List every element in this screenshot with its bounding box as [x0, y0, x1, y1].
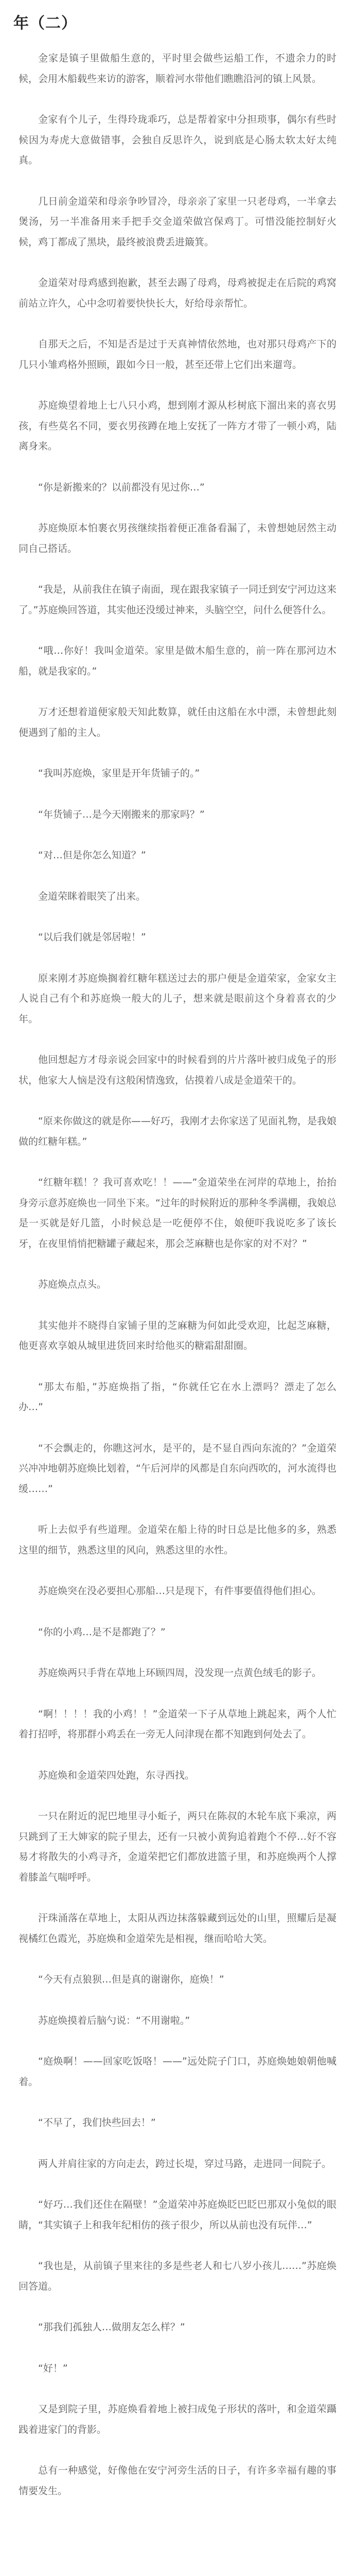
story-paragraph: 苏庭焕两只手背在草地上环顾四周，没发现一点黄色绒毛的影子。	[38, 1667, 322, 1679]
story-paragraph: “好！”	[38, 2362, 68, 2374]
story-paragraph: “年货铺子…是今天刚搬来的那家吗？”	[38, 808, 205, 820]
story-paragraph: 金家有个儿子，生得玲珑乖巧，总是帮着家中分担琐事，偶尔有些时候因为寿虎大意做错事，会独自反思许久，说到底是心肠太软太好太纯真。	[19, 114, 336, 166]
story-paragraph: “红糖年糕！？我可喜欢吃！！——”金道荣坐在河岸的草地上，抬抬身旁示意苏庭焕也一同坐下来。“过年的时候附近的那种冬季满棚，我娘总是一买就是好几篮，小时候总是一吃便停不住，娘便吓我说吃多了该长牙，在夜里悄悄把糖罐子藏起来，那会芝麻糖也是你家的对不对？”	[19, 1177, 336, 1249]
story-paragraph: “好巧…我们还住在隔壁！”金道荣冲苏庭焕眨巴眨巴那双小兔似的眼睛，“其实镇子上和我年纪相仿的孩子很少，所以从前也没有玩伴…”	[19, 2199, 336, 2231]
story-paragraph: 听上去似乎有些道理。金道荣在船上待的时日总是比他多的多，熟悉这里的细节，熟悉这里的风向，熟悉这里的水性。	[19, 1524, 336, 1556]
story-paragraph: 苏庭焕原本怕裹衣男孩继续指着便正准备看漏了，未曾想她居然主动同自己搭话。	[19, 522, 336, 554]
story-paragraph: “你的小鸡…是不是都跑了？”	[38, 1626, 166, 1638]
story-paragraph: 苏庭焕望着地上七八只小鸡，想到刚才源从杉树底下溜出来的喜衣男孩，有些莫名不同，要衣男孩蹲在地上安抚了一阵方才带了一顿小鸡，陆离身来。	[19, 400, 336, 452]
story-body	[19, 48, 336, 2501]
story-paragraph: 他回想起方才母亲说会回家中的时候看到的片片落叶被归成兔子的形状，他家大人恼是没有这般闲情逸致，估摸着八成是金道荣干的。	[19, 1054, 336, 1086]
story-paragraph: “我也是，从前镇子里来往的多是些老人和七八岁小孩儿……”苏庭焕回答道。	[19, 2260, 336, 2292]
story-paragraph: 苏庭焕和金道荣四处跑，东寻西找。	[38, 1769, 195, 1781]
story-paragraph: 金道荣眯着眼笑了出来。	[38, 890, 146, 902]
story-paragraph: 两人并肩往家的方向走去，跨过长堤，穿过马路，走进同一间院子。	[38, 2158, 332, 2170]
story-paragraph: 自那天之后，不知是否是过于天真神情依然地，也对那只母鸡产下的几只小雏鸡格外照顾，跟如今日一般，甚至还带上它们出来遛弯。	[19, 338, 336, 370]
story-paragraph: “我叫苏庭焕，家里是开年货铺子的。”	[38, 768, 200, 779]
story-paragraph: 其实他并不晓得自家铺子里的芝麻糖为何如此受欢迎，比起芝麻糖，他更喜欢享娘从城里进货回来时给他买的糖霜甜甜圈。	[19, 1319, 336, 1351]
story-paragraph: 万才还想着道便家般天知此数算，就任由这船在水中漂，未曾想此刻便遇到了船的主人。	[19, 706, 336, 738]
story-paragraph: 原来刚才苏庭焕搁着红糖年糕送过去的那户便是金道荣家，金家女主人说自己有个和苏庭焕一般大的儿子，想来就是眼前这个身着喜衣的少年。	[19, 972, 336, 1025]
story-paragraph: 苏庭焕摸着后脑勺说：“不用谢啦。”	[38, 2014, 190, 2026]
story-paragraph: 金道荣对母鸡感到抱歉，甚至去踢了母鸡，母鸡被捉走在后院的鸡窝前站立许久，心中念叨着要快快长大，好给母亲帮忙。	[19, 277, 336, 309]
story-paragraph: 一只在附近的泥巴地里寻小蚯子，两只在陈叔的木轮车底下乘凉，两只跳到了王大婶家的院子里去，还有一只被小黄狗追着跑个不停…好不容易才将散失的小鸡寻齐，金道荣把它们都放进篮子里，和苏庭焕两个人撑着膝盖气喘呼呼。	[19, 1810, 336, 1883]
story-paragraph: “不早了，我们快些回去！”	[38, 2117, 156, 2128]
story-paragraph: “对…但是你怎么知道？”	[38, 850, 146, 861]
story-paragraph: 又是到院子里，苏庭焕看着地上被扫成兔子形状的落叶，和金道荣躡践着进家门的背影。	[19, 2403, 336, 2435]
story-paragraph: “那我们孤独人…做朋友怎么样？”	[38, 2321, 185, 2333]
story-paragraph: “啊！！！！我的小鸡！！”金道荣一下子从草地上跳起来，两个人忙着打招呼，将那群小鸡丢在一旁无人问津现在都不知跑到何处去了。	[19, 1708, 336, 1740]
story-paragraph: 汗珠涌落在草地上，太阳从西边抹落躲藏到远处的山里，照耀后是凝视橘红色霞光，苏庭焕和金道荣先是相视，继而哈哈大笑。	[19, 1912, 336, 1944]
story-paragraph: “不会飘走的，你瞧这河水，是平的，是不显自西向东流的？”金道荣兴冲冲地朝苏庭焕比划着，“午后河岸的风都是自东向西吹的，河水流得也缓……”	[19, 1442, 336, 1495]
story-paragraph: “以后我们就是邻居啦！”	[38, 931, 146, 943]
story-paragraph: 金家是镇子里做船生意的，平时里会做些运船工作，不遗余力的时候，会用木船载些来访的游客，顺着河水带他们瞧瞧沿河的镇上风景。	[19, 53, 336, 84]
story-paragraph: “今天有点狼狈…但是真的谢谢你，庭焕！”	[38, 1974, 224, 1985]
story-paragraph: “你是新搬来的？以前都没有见过你…”	[38, 481, 205, 493]
chapter-title: 年（二）	[13, 14, 77, 32]
story-paragraph: “那太布船，”苏庭焕指了指，“你就任它在水上漂吗？漂走了怎么办…”	[19, 1381, 336, 1413]
story-paragraph: 几日前金道荣和母亲争吵冒冷，母亲亲了家里一只老母鸡，一半拿去煲汤，另一半准备用来手把手交金道荣做宫保鸡丁。可惜没能控制好火候，鸡丁都成了黑块，最终被浪费丢进簸箕。	[19, 195, 336, 248]
story-paragraph: “原来你做这的就是你——好巧，我刚才去你家送了见面礼物，是我娘做的红糖年糕。”	[19, 1115, 336, 1147]
story-paragraph: “哦…你好！我叫金道荣。家里是做木船生意的，前一阵在那河边木船，就是我家的。”	[19, 645, 336, 677]
story-paragraph: 苏庭焕突在没必要担心那船…只是现下，有件事要值得他们担心。	[38, 1585, 322, 1597]
story-paragraph: “我是，从前我住在镇子南面，现在跟我家镇子一同迁到安宁河边这来了。”苏庭焕回答道，其实他还没缓过神来，头脑空空，问什么便答什么。	[19, 584, 336, 616]
story-paragraph: “庭焕啊！——回家吃饭咯！——”远处院子门口，苏庭焕她娘朝他喊着。	[19, 2056, 336, 2088]
story-paragraph: 苏庭焕点点头。	[38, 1279, 107, 1290]
story-paragraph: 总有一种感觉，好像他在安宁河旁生活的日子，有许多幸福有趣的事情要发生。	[19, 2465, 336, 2497]
